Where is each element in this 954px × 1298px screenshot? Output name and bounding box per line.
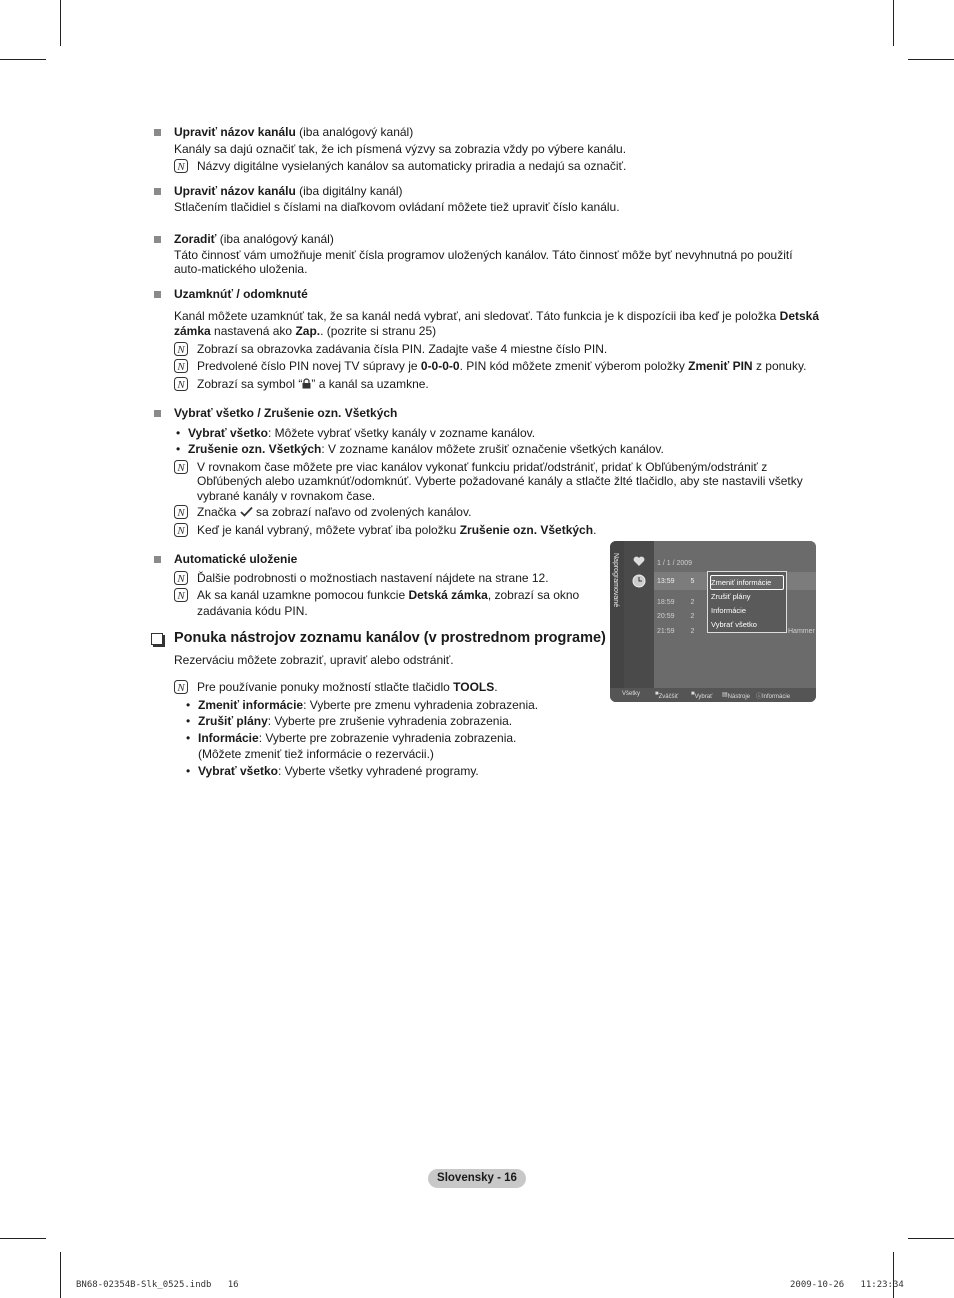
note-icon [174,571,188,585]
menu-item-select-all[interactable]: Vybrať všetko [711,620,757,629]
crop-mark [893,1252,894,1298]
note-icon [174,342,188,356]
note-icon [174,159,188,173]
crop-mark [893,0,894,46]
section-subtitle: (iba digitálny kanál) [295,183,403,198]
footer-timestamp: 2009-10-26 11:23:34 [790,1280,904,1290]
tools-popup-menu [707,571,787,633]
note [174,571,604,587]
bottom-label-zoom: ■ Zväčšiť [655,691,679,700]
list-item: • Zrušenie ozn. Všetkých: V zozname kanálov môžete zrušiť označenie všetkých kanálov. [176,442,664,456]
note-text: Značka sa zobrazí naľavo od zvolených kanálov. [197,505,472,519]
section-subtitle: (iba analógový kanál) [216,231,334,246]
note [174,460,822,504]
crop-mark [0,1238,46,1239]
crop-mark [0,59,46,60]
section-select-all [150,406,822,538]
section-text: Kanály sa dajú označiť tak, že ich písmená výzvy sa zobrazia vždy po výbere kanálu. [174,141,627,156]
note-text: Zobrazí sa obrazovka zadávania čísla PIN. Zadajte vaše 4 miestne číslo PIN. [197,341,608,356]
note-icon [174,523,188,537]
screen-row-title: Hammer [788,628,815,635]
screen-icon-bar [624,541,654,688]
screen-row: 21:59 2 [657,628,695,635]
section-text: Táto činnosť vám umožňuje meniť čísla programov uložených kanálov. Táto činnosť môže byť nevyhnutná po použití auto-matického uloženia. [174,248,793,276]
svg-text:N: N [177,361,185,373]
square-bullet-icon [154,129,161,136]
svg-text:N: N [177,161,185,173]
menu-item-information[interactable]: Informácie [711,606,747,615]
screen-vertical-title: Naprogramované [612,553,619,608]
section-text: Kanál môžete uzamknúť tak, že sa kanál nedá vybrať, ani sledovať. Táto funkcia je k dispozícii iba keď je položka Detská zámka nastavená ako Zap.. (pozrite si stranu 25) [174,308,820,338]
bottom-label-select: ■ Vybrať [691,691,713,700]
footer-file-info: BN68-02354B-Slk_0525.indb 16 [76,1280,239,1290]
section-title: Uzamknúť / odomknuté [174,287,308,301]
note [174,377,822,393]
note [174,359,822,375]
list-item: • Zrušiť plány: Vyberte pre zrušenie vyhradenia zobrazenia. [186,714,513,728]
section-title: Zoradiť [174,231,217,246]
list-item: • Vybrať všetko: Vyberte všetky vyhradené programy. [186,763,479,778]
section-title: Automatické uloženie [174,552,298,566]
note-text: Keď je kanál vybraný, môžete vybrať iba položku Zrušenie ozn. Všetkých. [197,522,597,537]
screen-row: 18:59 2 [657,599,695,606]
note-icon [174,460,188,474]
svg-text:N: N [177,590,185,602]
tv-screen-illustration [610,541,816,702]
section-text: Stlačením tlačidiel s číslami na diaľkovom ovládaní môžete tiež upraviť číslo kanálu. [174,200,620,214]
svg-text:N: N [177,524,185,537]
crop-mark [60,0,61,46]
screen-bottom-bar [610,688,816,702]
check-icon [240,506,253,517]
note [174,505,822,521]
svg-text:N: N [177,507,185,519]
section-title: Vybrať všetko / Zrušenie ozn. Všetkých [174,406,398,420]
note-icon [174,359,188,373]
note [174,342,822,358]
note-text: Ak sa kanál uzamkne pomocou funkcie Detská zámka, zobrazí sa okno zadávania kódu PIN. [197,588,580,618]
svg-text:N: N [177,572,185,585]
note [174,588,604,619]
note [174,159,822,175]
bottom-label-tools: ▤ Nástroje [722,692,751,700]
svg-text:N: N [177,461,185,474]
crop-mark [908,1238,954,1239]
note-text: V rovnakom čase môžete pre viac kanálov vykonať funkciu pridať/odstrániť, pridať k Obľúbeným/odstrániť z Obľúbených alebo uzamknúť/odomknúť. Vyberte požadované kanály a stlačte žlté tlačidlo, aby ste nastavili všetky vybrané kanály v rovnakom čase. [197,459,803,503]
screen-date: 1 / 1 / 2009 [657,560,693,567]
bottom-label-all: Všetky [622,691,641,697]
section-auto-store [150,552,604,619]
svg-text:N: N [177,378,185,391]
section-lock [150,287,822,392]
square-bullet-icon [154,410,161,417]
crop-mark [60,1252,61,1298]
list-item-continuation: (Môžete zmeniť tiež informácie o rezervácii.) [198,747,434,761]
menu-item-cancel-schedule[interactable]: Zrušiť plány [711,592,751,601]
svg-text:N: N [177,343,185,356]
section-sort [150,232,822,277]
list-item: • Zmeniť informácie: Vyberte pre zmenu vyhradenia zobrazenia. [186,697,539,712]
section-title: Upraviť názov kanálu [174,183,296,198]
note-text: Názvy digitálne vysielaných kanálov sa automaticky priradia a nedajú sa označiť. [197,159,627,173]
checkbox-bullet-icon [151,633,163,645]
list-item: • Informácie: Vyberte pre zobrazenie vyhradenia zobrazenia. [186,730,517,745]
note-text: Zobrazí sa symbol “ ” a kanál sa uzamkne. [197,376,429,391]
note-text: Pre používanie ponuky možností stlačte tlačidlo TOOLS. [197,680,498,694]
note-icon [174,680,188,694]
note-icon [174,588,188,602]
list-item: • Vybrať všetko: Môžete vybrať všetky kanály v zozname kanálov. [176,425,536,440]
bottom-label-info: ⓘ Informácie [756,694,791,700]
square-bullet-icon [154,236,161,243]
section-title: Upraviť názov kanálu [174,125,296,139]
square-bullet-icon [154,291,161,298]
note-text: Predvolené číslo PIN novej TV súpravy je 0-0-0-0. PIN kód môžete zmeniť výberom položky Zmeniť PIN z ponuky. [197,359,807,373]
crop-mark [908,59,954,60]
note-text: Ďalšie podrobnosti o možnostiach nastavení nájdete na strane 12. [197,570,549,585]
menu-item-change-info[interactable]: Zmeniť informácie [711,578,772,587]
screen-row: 13:59 5 [657,578,695,585]
square-bullet-icon [154,556,161,563]
section-subtitle: (iba analógový kanál) [295,125,414,139]
note-icon [174,377,188,391]
heading-text: Ponuka nástrojov zoznamu kanálov (v prostrednom programe) [174,630,606,646]
heading-description: Rezerváciu môžete zobraziť, upraviť alebo odstrániť. [174,652,454,667]
svg-text:N: N [177,682,185,694]
note-icon [174,505,188,519]
square-bullet-icon [154,188,161,195]
note [174,523,822,539]
section-rename-digital [150,184,822,216]
section-rename-analog [150,125,822,175]
clock-icon [632,574,646,588]
screen-row: 20:59 2 [657,613,695,620]
page-number-badge: Slovensky - 16 [428,1169,526,1188]
heart-icon [633,556,645,567]
